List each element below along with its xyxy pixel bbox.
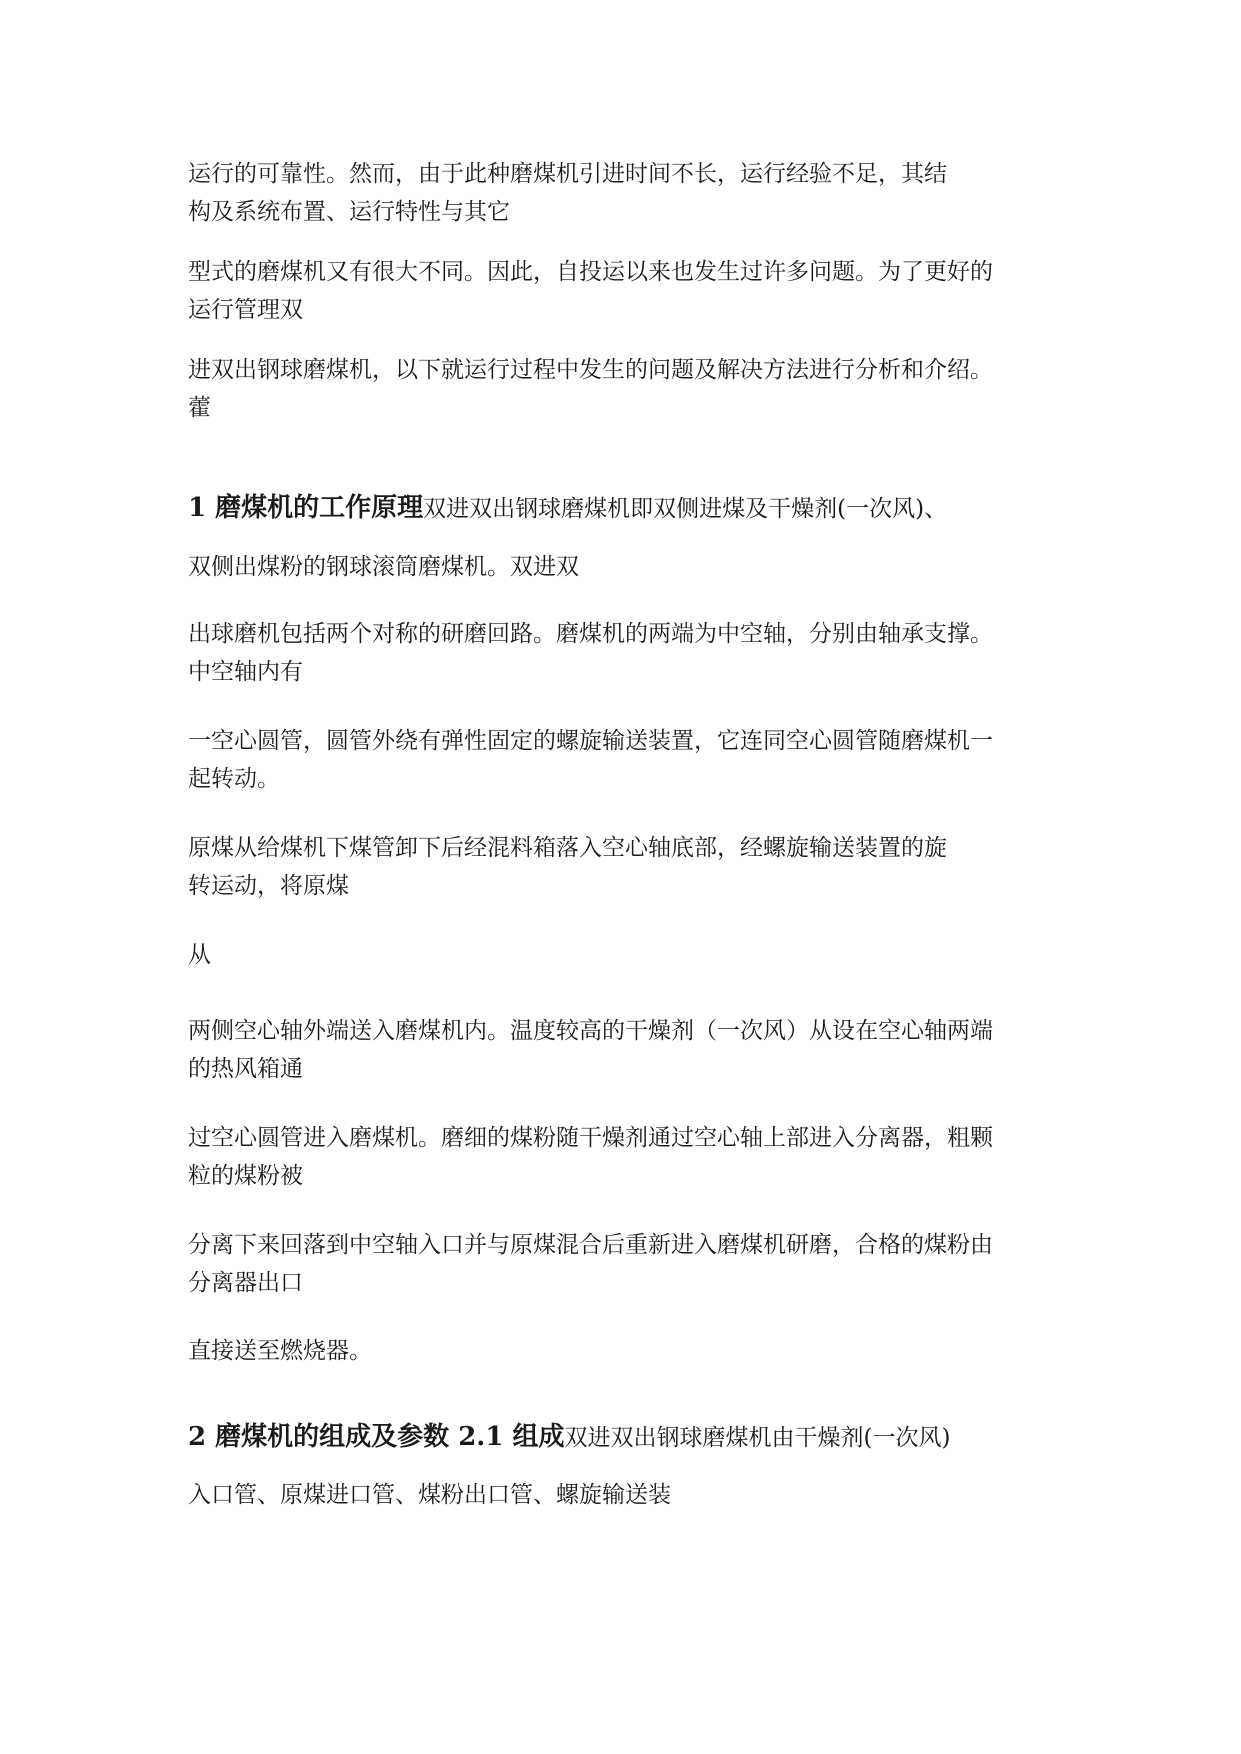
paragraph-text: 双进双出钢球磨煤机由干燥剂(一次风): [564, 1425, 951, 1451]
paragraph-7: [188, 722, 1058, 798]
paragraph-text: 中空轴内有: [188, 659, 303, 685]
paragraph-1: [188, 155, 1058, 231]
paragraph-text: 两侧空心轴外端送入磨煤机内。温度较高的干燥剂（一次风）从设在空心轴两端: [188, 1018, 993, 1044]
paragraph-text: 原煤从给煤机下煤管卸下后经混料箱落入空心轴底部，经螺旋输送装置的旋: [188, 835, 947, 861]
paragraph-text: 的热风箱通: [188, 1056, 303, 1082]
paragraph-text: 进双出钢球磨煤机，以下就运行过程中发生的问题及解决方法进行分析和介绍。: [188, 357, 993, 383]
paragraph-5: [188, 548, 1058, 586]
paragraph-text: 然而，由于此种磨煤机引进时间不长，运行经验不足，其结: [349, 161, 947, 187]
section-heading-1: 1 磨煤机的工作原理: [188, 493, 424, 523]
paragraph-text: 双进双出钢球磨煤机即双侧进煤及干燥剂(一次风)、: [423, 496, 948, 522]
paragraph-13: [188, 1332, 1058, 1370]
paragraph-12: [188, 1226, 1058, 1302]
paragraph-6: [188, 615, 1058, 691]
paragraph-text: 一空心圆管，圆管外绕有弹性固定的螺旋输送装置，它连同空心圆管随磨煤机一: [188, 728, 993, 754]
paragraph-2: [188, 253, 1058, 329]
paragraph-text: 型式的磨煤机又有很大不同。因此，自投运以来也发生过许多问题。为了更好的: [188, 259, 993, 285]
paragraph-text: 分离下来回落到中空轴入口并与原煤混合后重新进入磨煤机研磨，合格的煤粉由: [188, 1232, 993, 1258]
paragraph-text: 过空心圆管进入磨煤机。磨细的煤粉随干燥剂通过空心轴上部进入分离器，粗颗: [188, 1125, 993, 1151]
paragraph-15: [188, 1476, 1058, 1514]
paragraph-text: 双侧出煤粉的钢球滚筒磨煤机。双进双: [188, 554, 579, 580]
paragraph-3: [188, 351, 1058, 427]
paragraph-text: 粒的煤粉被: [188, 1163, 303, 1189]
paragraph-text: 运行管理双: [188, 297, 303, 323]
paragraph-text: 从: [188, 942, 211, 968]
paragraph-text: 分离器出口: [188, 1270, 303, 1296]
paragraph-text: 运行的可靠性。: [188, 161, 349, 187]
paragraph-text: 转运动，将原煤: [188, 873, 349, 899]
paragraph-text: 入口管、原煤进口管、煤粉出口管、螺旋输送装: [188, 1482, 671, 1508]
paragraph-text: 起转动。: [188, 766, 280, 792]
paragraph-8: [188, 829, 1058, 905]
paragraph-text: 构及系统布置、运行特性与其它: [188, 199, 510, 225]
paragraph-text: 直接送至燃烧器。: [188, 1338, 372, 1364]
paragraph-10: [188, 1012, 1058, 1088]
section-heading-2: 2 磨煤机的组成及参数 2.1 组成: [188, 1422, 565, 1452]
paragraph-text: 藿: [188, 395, 211, 421]
section-1-paragraph: [188, 489, 1058, 528]
paragraph-9: [188, 936, 1058, 974]
paragraph-text: 出球磨机包括两个对称的研磨回路。磨煤机的两端为中空轴，分别由轴承支撑。: [188, 621, 993, 647]
section-2-paragraph: [188, 1418, 1058, 1457]
paragraph-11: [188, 1119, 1058, 1195]
